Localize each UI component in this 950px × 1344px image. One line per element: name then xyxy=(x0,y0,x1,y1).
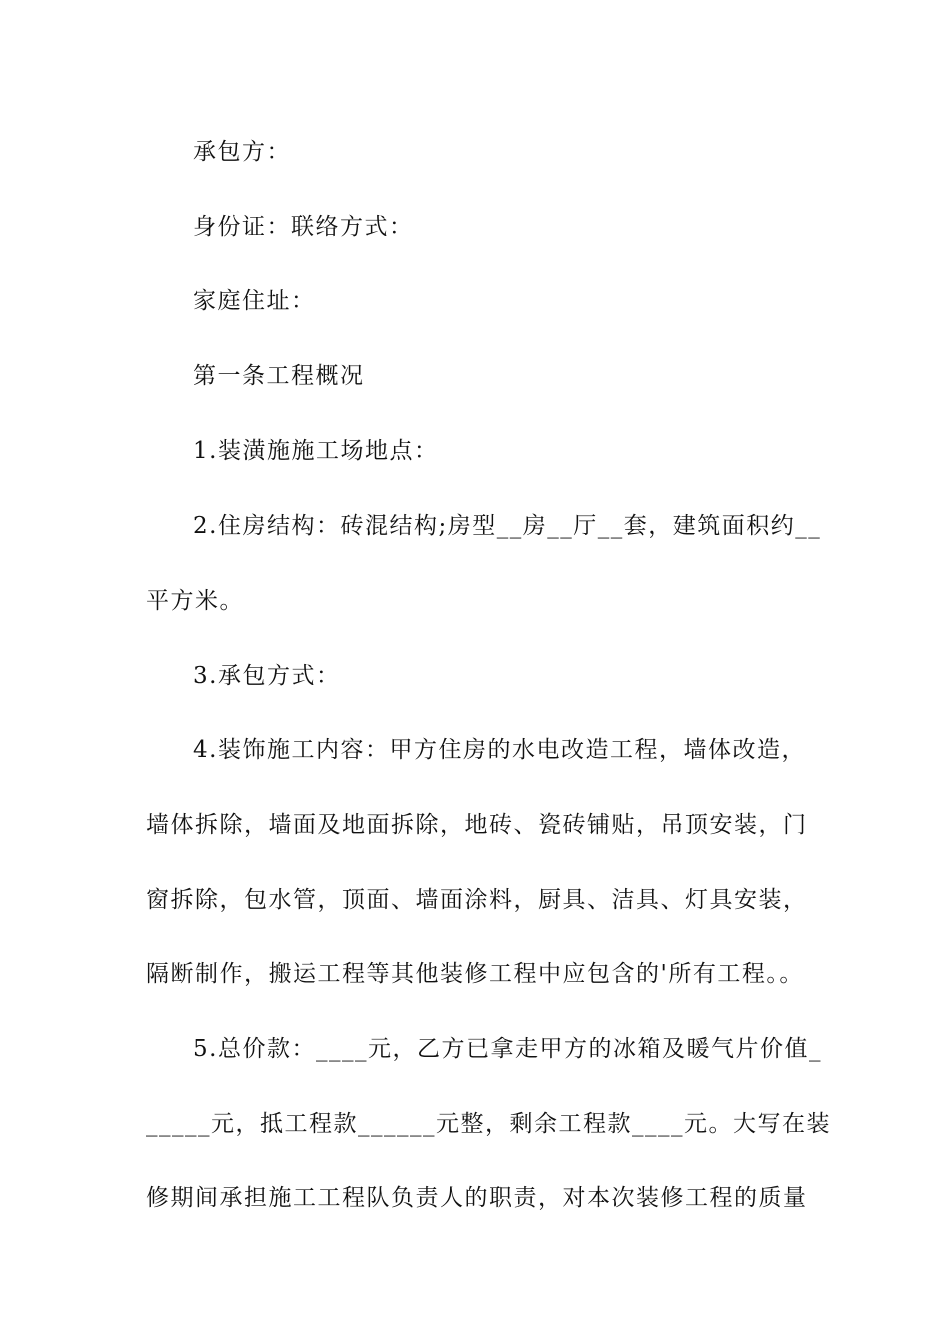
id-contact-label: 身份证：联络方式： xyxy=(193,214,414,240)
paragraph-line: 窗拆除，包水管，顶面、墙面涂料，厨具、洁具、灯具安装， xyxy=(146,887,808,913)
paragraph-line: 墙体拆除，墙面及地面拆除，地砖、瓷砖铺贴，吊顶安装，门 xyxy=(146,812,808,838)
paragraph-line: _____元，抵工程款______元整，剩余工程款____元。大写在装 xyxy=(146,1111,831,1137)
paragraph-line: 5.总价款：____元，乙方已拿走甲方的冰箱及暖气片价值_ xyxy=(193,1036,822,1062)
paragraph-line: 隔断制作，搬运工程等其他装修工程中应包含的'所有工程。。 xyxy=(146,961,804,987)
section-heading: 第一条工程概况 xyxy=(193,363,365,389)
paragraph-line: 1.装潢施施工场地点： xyxy=(193,438,439,464)
paragraph-line: 平方米。 xyxy=(146,588,244,614)
paragraph-line: 2.住房结构：砖混结构;房型__房__厅__套，建筑面积约__ xyxy=(193,513,822,539)
paragraph-line: 3.承包方式： xyxy=(193,663,341,689)
paragraph-line: 修期间承担施工工程队负责人的职责，对本次装修工程的质量 xyxy=(146,1185,808,1211)
contractor-label: 承包方： xyxy=(193,139,291,165)
paragraph-line: 4.装饰施工内容：甲方住房的水电改造工程，墙体改造， xyxy=(193,737,806,763)
home-address-label: 家庭住址： xyxy=(193,288,316,314)
